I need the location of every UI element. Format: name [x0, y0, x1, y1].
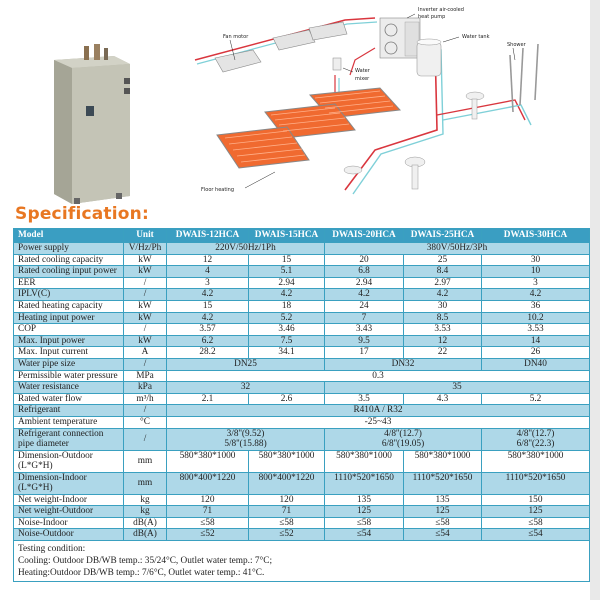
- row-label: Heating input power: [14, 312, 124, 324]
- cell: 30: [404, 300, 482, 312]
- cell: 71: [249, 506, 325, 518]
- cell: 580*380*1000: [482, 450, 590, 472]
- cell: 5.2: [249, 312, 325, 324]
- row-unit: mm: [124, 472, 167, 494]
- cell: 15: [249, 254, 325, 266]
- spec-table: [13, 228, 590, 582]
- cell: 25: [404, 254, 482, 266]
- row-unit: A: [124, 347, 167, 359]
- cell: 4: [167, 266, 249, 278]
- row-label: EER: [14, 277, 124, 289]
- cell: 26: [482, 347, 590, 359]
- row-label: Rated cooling input power: [14, 266, 124, 278]
- table-row: [14, 450, 590, 472]
- cell: 2.94: [325, 277, 404, 289]
- cell: 2.97: [404, 277, 482, 289]
- row-label: [14, 472, 124, 494]
- cell: 125: [482, 506, 590, 518]
- page-edge-scrollbar: [590, 0, 600, 600]
- cell: ≤58: [167, 517, 249, 529]
- cell: 4.2: [404, 289, 482, 301]
- row-unit: kW: [124, 312, 167, 324]
- indoor-unit-photo: [44, 38, 136, 208]
- row-label: Max. Input current: [14, 347, 124, 359]
- cell: 135: [325, 494, 404, 506]
- cell: 3.5: [325, 393, 404, 405]
- label-shower: Shower: [507, 42, 526, 48]
- cell: 4.2: [167, 312, 249, 324]
- row-label-line-1: Refrigerant connection: [18, 428, 104, 439]
- cell: 7.5: [249, 335, 325, 347]
- cell: [482, 428, 590, 450]
- table-row: [14, 405, 590, 417]
- cell: 24: [325, 300, 404, 312]
- cell: 220V/50Hz/1Ph: [167, 243, 325, 255]
- row-label: Noise-Outdoor: [14, 529, 124, 541]
- cell: 800*400*1220: [249, 472, 325, 494]
- table-row: [14, 416, 590, 428]
- cell: DN40: [482, 358, 590, 370]
- table-row: [14, 517, 590, 529]
- table-row: [14, 277, 590, 289]
- cell: 17: [325, 347, 404, 359]
- cell: 120: [249, 494, 325, 506]
- header-model-12: DWAIS-12HCA: [167, 229, 249, 243]
- cell: ≤54: [404, 529, 482, 541]
- cell: 3.57: [167, 324, 249, 336]
- row-unit: kW: [124, 254, 167, 266]
- cell: 3.53: [404, 324, 482, 336]
- row-label: Refrigerant: [14, 405, 124, 417]
- cell: 20: [325, 254, 404, 266]
- cell: 580*380*1000: [249, 450, 325, 472]
- row-label: Ambient temperature: [14, 416, 124, 428]
- cell-line: 5/8''(15.88): [224, 439, 267, 449]
- row-unit: kPa: [124, 382, 167, 394]
- cell: 6.8: [325, 266, 404, 278]
- cell: 4.2: [482, 289, 590, 301]
- table-row: [14, 266, 590, 278]
- table-row: [14, 393, 590, 405]
- cell: 1110*520*1650: [404, 472, 482, 494]
- row-unit: dB(A): [124, 529, 167, 541]
- label-fan-motor: Fan motor: [223, 34, 249, 40]
- row-unit: /: [124, 289, 167, 301]
- cell: 125: [404, 506, 482, 518]
- cell: 34.1: [249, 347, 325, 359]
- row-label: Rated water flow: [14, 393, 124, 405]
- header-model-15: DWAIS-15HCA: [249, 229, 325, 243]
- table-row: [14, 347, 590, 359]
- cell: 6.2: [167, 335, 249, 347]
- cell: ≤58: [404, 517, 482, 529]
- label-water-mixer-1: Water: [355, 68, 370, 74]
- row-unit: dB(A): [124, 517, 167, 529]
- cell: 580*380*1000: [404, 450, 482, 472]
- cell: 580*380*1000: [325, 450, 404, 472]
- cell: ≤58: [249, 517, 325, 529]
- cell: 800*400*1220: [167, 472, 249, 494]
- row-unit: kW: [124, 335, 167, 347]
- cell: 9.5: [325, 335, 404, 347]
- row-unit: kW: [124, 300, 167, 312]
- row-label: COP: [14, 324, 124, 336]
- cell-line: 6/8''(19.05): [381, 439, 425, 449]
- row-unit: kg: [124, 494, 167, 506]
- table-row: [14, 312, 590, 324]
- cell: ≤54: [482, 529, 590, 541]
- row-label-line-2: pipe diameter: [18, 439, 69, 449]
- row-unit: /: [124, 405, 167, 417]
- table-row: [14, 324, 590, 336]
- cell: 120: [167, 494, 249, 506]
- header-model: Model: [14, 229, 124, 243]
- cell: 36: [482, 300, 590, 312]
- row-unit: mm: [124, 450, 167, 472]
- cell: 5.1: [249, 266, 325, 278]
- label-floor-heating: Floor heating: [201, 187, 235, 193]
- table-row: [14, 506, 590, 518]
- row-unit: V/Hz/Ph: [124, 243, 167, 255]
- cell: 3.43: [325, 324, 404, 336]
- table-row: [14, 529, 590, 541]
- row-label-line-2: (L*G*H): [18, 483, 53, 493]
- cell: ≤58: [482, 517, 590, 529]
- table-row: [14, 428, 590, 450]
- cell: 12: [404, 335, 482, 347]
- cell: [167, 428, 325, 450]
- cell: 2.1: [167, 393, 249, 405]
- table-header-row: [14, 229, 590, 243]
- cell: 30: [482, 254, 590, 266]
- cell: 135: [404, 494, 482, 506]
- table-row: [14, 370, 590, 382]
- row-label-line-2: (L*G*H): [18, 461, 53, 471]
- cell-line: 4/8''(12.7): [516, 428, 555, 439]
- row-label-line-1: Dimension-Indoor: [18, 472, 87, 483]
- cell: 125: [325, 506, 404, 518]
- cell-line: 6/8''(22.3): [516, 439, 555, 449]
- cell: 150: [482, 494, 590, 506]
- cell: DN25: [167, 358, 325, 370]
- row-unit: /: [124, 324, 167, 336]
- cell: ≤54: [325, 529, 404, 541]
- table-row: [14, 243, 590, 255]
- row-label-line-1: Dimension-Outdoor: [18, 450, 93, 461]
- cell: 580*380*1000: [167, 450, 249, 472]
- cell: 5.2: [482, 393, 590, 405]
- label-heat-pump-1: Inverter air-cooled: [418, 7, 464, 13]
- label-heat-pump-2: heat pump: [418, 14, 446, 20]
- cell-line: 3/8''(9.52): [226, 428, 265, 439]
- label-water-mixer-2: mixer: [355, 76, 370, 82]
- cell: ≤52: [249, 529, 325, 541]
- row-label: Net weight-Outdoor: [14, 506, 124, 518]
- cell: 4.3: [404, 393, 482, 405]
- cell: -25~43: [167, 416, 590, 428]
- cell: 380V/50Hz/3Ph: [325, 243, 590, 255]
- cell: 4.2: [325, 289, 404, 301]
- table-row: [14, 300, 590, 312]
- header-model-25: DWAIS-25HCA: [404, 229, 482, 243]
- cell: 1110*520*1650: [482, 472, 590, 494]
- row-unit: m³/h: [124, 393, 167, 405]
- cell: 22: [404, 347, 482, 359]
- row-label: Water resistance: [14, 382, 124, 394]
- cell: 1110*520*1650: [325, 472, 404, 494]
- spec-title: Specification:: [15, 204, 149, 224]
- cell: 10.2: [482, 312, 590, 324]
- cell: ≤58: [325, 517, 404, 529]
- system-diagram: [175, 0, 585, 205]
- row-unit: /: [124, 358, 167, 370]
- row-unit: MPa: [124, 370, 167, 382]
- cell: R410A / R32: [167, 405, 590, 417]
- cell: 4.2: [167, 289, 249, 301]
- cell: 12: [167, 254, 249, 266]
- testing-condition-notes: [14, 540, 590, 581]
- cell: 2.6: [249, 393, 325, 405]
- cell: 10: [482, 266, 590, 278]
- cell: ≤52: [167, 529, 249, 541]
- row-unit: °C: [124, 416, 167, 428]
- header-unit: Unit: [124, 229, 167, 243]
- cell: 32: [167, 382, 325, 394]
- notes-row: [14, 540, 590, 581]
- cell: 8.5: [404, 312, 482, 324]
- table-row: [14, 382, 590, 394]
- row-label: Rated cooling capacity: [14, 254, 124, 266]
- cell-line: 4/8''(12.7): [384, 428, 422, 439]
- notes-line-2: Cooling: Outdoor DB/WB temp.: 35/24°C, Outlet water temp.: 7°C;: [18, 555, 273, 566]
- cell: 3: [167, 277, 249, 289]
- row-unit: /: [124, 428, 167, 450]
- cell: 8.4: [404, 266, 482, 278]
- cell: 71: [167, 506, 249, 518]
- row-label: IPLV(C): [14, 289, 124, 301]
- cell: 0.3: [167, 370, 590, 382]
- row-label: Max. Input power: [14, 335, 124, 347]
- notes-line-1: Testing condition:: [18, 543, 86, 554]
- header-model-20: DWAIS-20HCA: [325, 229, 404, 243]
- row-unit: kg: [124, 506, 167, 518]
- cell: 3.46: [249, 324, 325, 336]
- row-label: Power supply: [14, 243, 124, 255]
- row-unit: kW: [124, 266, 167, 278]
- cell: DN32: [325, 358, 482, 370]
- notes-line-3: Heating:Outdoor DB/WB temp.: 7/6°C, Outlet water temp.: 41°C.: [18, 567, 265, 578]
- table-row: [14, 254, 590, 266]
- table-row: [14, 358, 590, 370]
- row-label: Water pipe size: [14, 358, 124, 370]
- cell: 7: [325, 312, 404, 324]
- cell: [325, 428, 482, 450]
- cell: 14: [482, 335, 590, 347]
- cell: 15: [167, 300, 249, 312]
- cell: 35: [325, 382, 590, 394]
- label-water-tank: Water tank: [462, 34, 490, 40]
- row-label: Rated heating capacity: [14, 300, 124, 312]
- row-label: Permissible water pressure: [14, 370, 124, 382]
- table-row: [14, 472, 590, 494]
- cell: 3.53: [482, 324, 590, 336]
- cell: 18: [249, 300, 325, 312]
- table-row: [14, 494, 590, 506]
- header-model-30: DWAIS-30HCA: [482, 229, 590, 243]
- row-label: Net weight-Indoor: [14, 494, 124, 506]
- row-label: Noise-Indoor: [14, 517, 124, 529]
- row-label: [14, 428, 124, 450]
- cell: 4.2: [249, 289, 325, 301]
- cell: 2.94: [249, 277, 325, 289]
- table-row: [14, 289, 590, 301]
- cell: 28.2: [167, 347, 249, 359]
- cell: 3: [482, 277, 590, 289]
- row-unit: /: [124, 277, 167, 289]
- row-label: [14, 450, 124, 472]
- table-row: [14, 335, 590, 347]
